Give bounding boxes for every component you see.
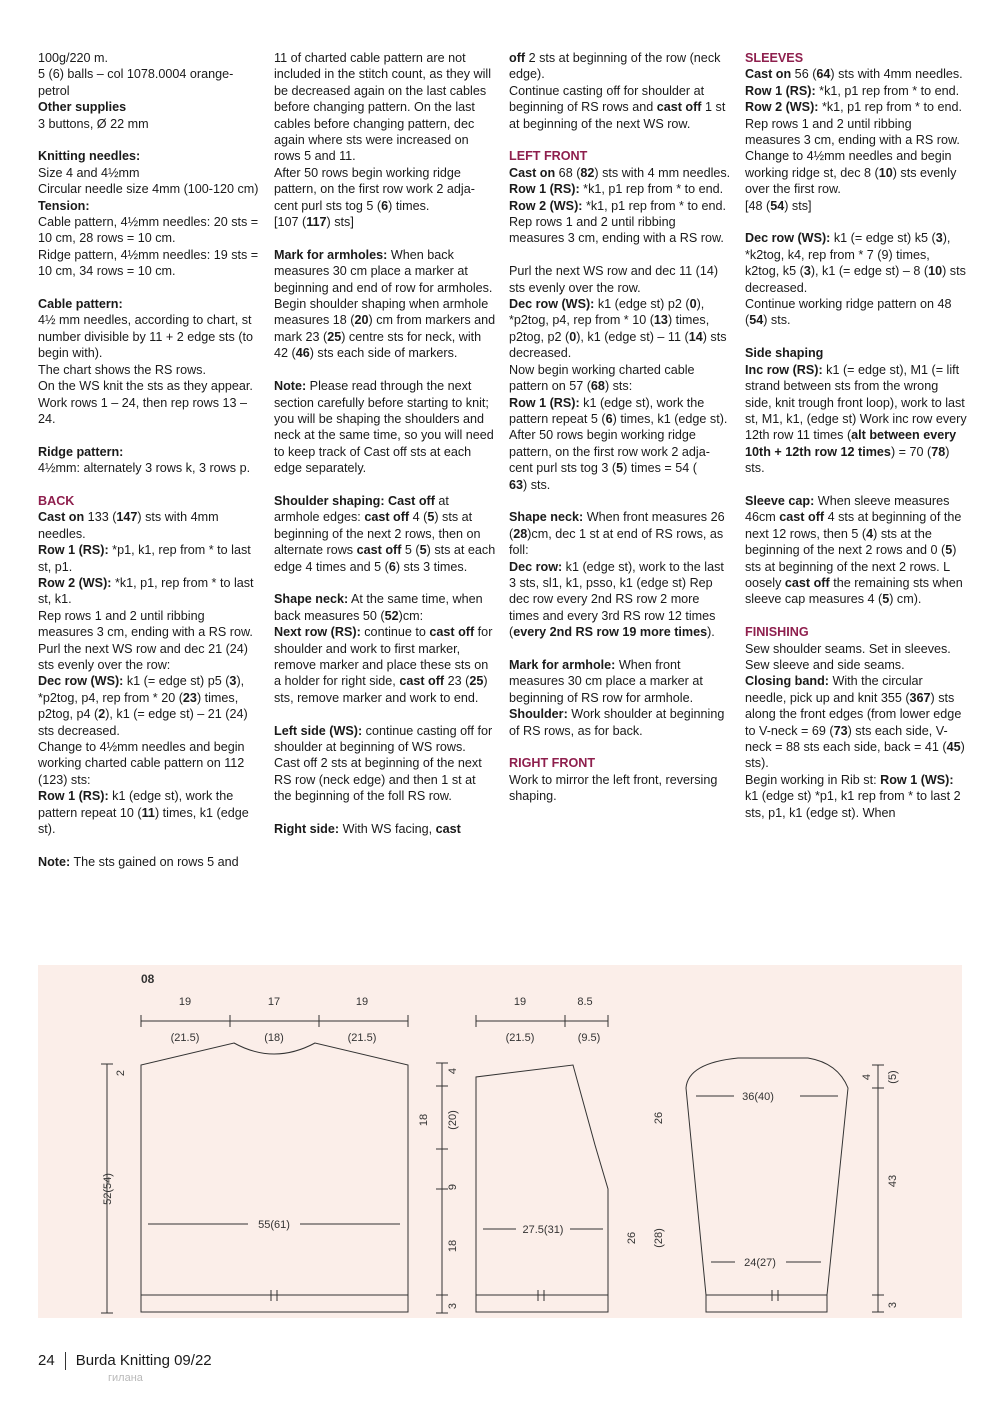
text-run: ) times, p2tog, p2 ( [509,313,710,344]
text-run: 1 st at beginning of the next WS row. [509,100,726,131]
text-run: *k1, p1 rep from * to end. [818,100,962,115]
text-run: *k1, p1 rep from * to end. [582,198,726,213]
text-run: continue to [360,625,430,640]
text-run: Row 1 (RS): [745,83,816,98]
text-run: k1 (edge st), work to the last 3 sts, sl1, k1, psso, k1 (edge st) Rep dec row every 2nd RS row 2 more times and every 3rd RS row 12 times ( [509,559,724,640]
text-run: 4 ( [409,510,428,525]
text-run: k1 (edge st) p2 ( [594,297,690,312]
back-dim-top-right: 19 [355,996,369,1008]
paragraph [509,50,731,132]
text-run: 54 [749,313,764,328]
text-run: 5 [945,543,953,558]
footer-divider [65,1352,66,1370]
text-run: [48 ( [745,198,771,213]
sleeve-dim-cap: 4 [861,1073,873,1081]
text-run: The sts gained on rows 5 and [70,854,239,869]
front-dim-width: 27.5(31) [522,1224,564,1236]
back-schematic [101,1015,408,1313]
back-dim-width: 55(61) [258,1219,290,1231]
text-run: Row 1 (RS): [509,395,580,410]
front-dim-rib: 3 [447,1302,459,1310]
section-heading: LEFT FRONT [509,149,588,164]
text-run: ), k1 (= edge st) – 8 ( [810,264,929,279]
text-run: 5 [616,461,624,476]
text-run: Cast on [38,510,85,525]
text-run: Tension: [38,198,90,213]
text-run: ). [707,625,715,640]
text-run: cast off [779,510,825,525]
paragraph [274,247,496,362]
text-run: 5 [427,510,435,525]
text-run: *k1, p1, rep from * to last st, k1. [38,575,254,607]
paragraph [509,148,731,246]
text-run: 25 [469,674,484,689]
text-run: 20 [354,313,369,328]
paragraph [509,263,731,493]
text-run: 0 [569,329,577,344]
text-run: When front measures 30 cm place a marker at beginning of RS row for armhole. [509,657,703,705]
text-run: 13 [653,313,668,328]
text-run: ) sts each side, V-neck = 88 sts each side, back = 41 ( [745,723,948,754]
text-run: cast [435,822,461,836]
paragraph [38,493,260,838]
front-dim-top-neck: 8.5 [577,996,593,1008]
text-run: 82 [580,165,595,180]
text-run: 147 [116,510,138,525]
text-run: 6 [388,559,396,574]
text-run: 54 [770,198,785,213]
text-run: Closing band: [745,674,829,689]
back-dim-top-right-alt: (21.5) [347,1032,377,1044]
section-heading: RIGHT FRONT [509,756,596,771]
text-run: 2 sts at beginning of the row (neck edge). [509,51,721,82]
text-run: 45 [946,740,961,754]
text-run: Sew shoulder seams. Set in sleeves. Sew sleeve and side seams. [745,641,951,672]
text-run: Mark for armholes: [274,247,388,262]
text-run: 46 [295,346,310,361]
sleeve-schematic [686,1058,884,1312]
text-run: 3 buttons, Ø 22 mm [38,116,149,131]
text-run: cast off [429,625,475,640]
text-column-1 [38,50,260,887]
footer-subtext: гилана [108,1372,143,1384]
text-run: 117 [306,215,327,230]
front-dim-shoulder-drop: 4 [447,1067,459,1075]
text-run: Row 1 (RS): [38,789,109,804]
text-run: at armhole edges: [274,493,449,525]
front-dim-armhole: 18 [418,1113,430,1127]
paragraph [274,723,496,805]
text-run: ) sts] [326,215,354,230]
text-run: every 2nd RS row 19 more times [513,625,708,640]
text-run: ), *k2tog, k4, rep from * 7 (9) times, k2tog, k5 ( [745,231,951,279]
text-run: Knitting needles: [38,149,141,164]
text-run: The chart shows the RS rows. [38,362,206,377]
text-run: 5 [882,592,890,607]
paragraph [745,624,967,821]
back-dim-top-neck-alt: (18) [264,1032,284,1044]
text-run: k1 (edge st), work the pattern repeat 5 ( [509,395,705,426]
text-run: With the circular needle, pick up and knit 355 ( [745,674,923,705]
text-run: Ridge pattern: [38,444,124,459]
text-run: k1 (= edge st) p5 ( [123,674,230,689]
text-run: When back measures 30 cm place a marker at beginning and end of row for armholes. Begin shoulder shaping when armhole measures 18 ( [274,247,493,328]
text-run: ) times = 54 ( [623,461,697,476]
text-run: Dec row (WS): [745,231,831,246]
text-run: alt between every 10th + 12th row 12 times [745,428,957,459]
text-run: ), *p2tog, p4, rep from * 20 ( [38,674,245,705]
text-run: ) = 70 ( [890,444,932,459]
text-run: Continue working ridge pattern on 48 ( [745,297,952,328]
text-run: ) sts with 4mm needles. [38,510,219,541]
text-run: 5 [419,543,427,558]
text-run: 367 [909,690,931,705]
text-run: k1 (= edge st) k5 ( [830,231,936,246]
text-run: Work rows 1 – 24, then rep rows 13 – 24. [38,395,248,426]
text-run: ) sts at each edge 4 times and 5 ( [274,543,496,574]
text-run: 133 ( [84,510,117,525]
text-run: k1 (edge st), work the pattern repeat 10 ( [38,789,234,820]
paragraph [509,755,731,804]
text-run: 14 [688,329,703,344]
text-run: ) cm from markers and mark 23 ( [274,313,496,344]
text-run: 4 [866,526,874,541]
front-schematic [436,1015,608,1313]
text-run: Begin working in Rib st: [745,772,881,787]
front-dim-top-shoulder: 19 [513,996,527,1008]
text-run: Row 2 (WS): [509,198,583,213]
back-dim-top-left: 19 [178,996,192,1008]
text-run: Row 1 (RS): [38,543,109,558]
issue-number: 09/22 [174,1352,212,1369]
text-run: 25 [327,329,342,344]
text-run: Inc row (RS): [745,362,823,377]
text-run: ) sts. [763,313,791,328]
text-run: Work shoulder at beginning of RS rows, as for back. [509,707,725,738]
paragraph [509,657,731,739]
text-run: Row 2 (WS): [38,575,112,590]
text-run: Cable pattern, 4½mm needles: 20 sts = 10 cm, 28 rows = 10 cm. [38,215,259,246]
text-run: ) sts at beginning of the next 2 rows. L [745,543,957,574]
text-run: Side shaping [745,346,824,361]
text-run: After 50 rows begin working ridge pattern, on the first row work 2 adja-cent purl sts tog 5 ( [274,165,475,213]
text-run: Cast off 2 sts at beginning of the next RS row (neck edge) and then 1 st at the beginning of the foll RS row. [274,756,482,804]
paragraph [38,148,260,279]
paragraph [745,345,967,476]
text-run: 23 [182,690,197,705]
text-run: When sleeve measures 46cm [745,493,950,525]
text-run: ) sts with 4 mm needles. [594,165,731,180]
text-run: Continue casting off for shoulder at beginning of RS rows and [509,83,705,115]
text-run: cast off [784,575,830,590]
text-column-4 [745,50,967,837]
text-run: Dec row (WS): [38,674,124,689]
text-run: 56 ( [791,67,817,82]
text-run: Purl the next WS row and dec 11 (14) sts evenly over the row. [509,264,719,295]
paragraph [745,50,967,214]
text-run: 10 [878,165,893,180]
text-run: ) times, p2tog, p4 ( [38,690,239,722]
text-run: Shape neck: [274,592,349,607]
text-run: for shoulder and work to first marker, remove marker and place these sts on a holder for right side, [274,625,493,689]
text-run: 100g/220 m. [38,51,109,65]
text-run: 23 ( [444,674,470,689]
text-run: 2 [98,707,106,722]
text-run: *k1, p1 rep from * to end. [815,83,960,98]
text-run: Right side: [274,822,340,836]
paragraph [745,230,967,328]
front-dim-neck-start: 26 [626,1231,638,1245]
text-run: At the same time, when back measures 50 ( [274,592,483,623]
text-run: 11 of charted cable pattern are not included in the stitch count, as they will be decreased again on the last cables before changing pattern. On the last cables before changing pattern, dec again where sts were increased on rows 5 and 11. [274,51,492,164]
text-run: On the WS knit the sts as they appear. [38,379,253,394]
text-run: Rep rows 1 and 2 until ribbing measures 3 cm, ending with a RS row. [38,608,253,640]
text-run: Purl the next WS row and dec 21 (24) sts evenly over the row: [38,641,248,672]
text-run: off [509,51,526,65]
text-run: 5 ( [401,543,420,558]
back-dim-top-neck: 17 [267,996,281,1008]
text-run: Dec row: [509,559,563,574]
text-run: Work to mirror the left front, reversing shaping. [509,772,718,804]
text-column-3 [509,50,731,821]
text-run: cast off [656,100,702,115]
text-column-2 [274,50,496,854]
text-run: Shoulder shaping: Cast off [274,493,435,508]
text-run: *p1, k1, rep from * to last st, p1. [38,543,251,574]
text-run: With WS facing, [339,822,436,836]
text-run: ) times, k1 (edge st). [612,411,728,426]
text-run: 3 [803,264,811,279]
text-run: ) sts with 4mm needles. [830,67,963,82]
text-run: )cm, dec 1 st at end of RS rows, as foll: [509,526,724,558]
front-dim-lower: 18 [447,1239,459,1253]
text-run: ) times. [388,198,430,213]
text-run: 28 [513,526,528,541]
front-dim-armhole-alt: (20) [447,1110,459,1130]
text-run: Change to 4½mm needles and begin working charted cable pattern on 112 (123) sts: [38,740,245,787]
text-run: Other supplies [38,100,127,115]
paragraph [274,493,496,575]
text-run: cast off [356,543,402,558]
text-run: Next row (RS): [274,625,361,640]
text-run: ), k1 (= edge st) – 21 (24) sts decreased. [38,707,248,738]
paragraph [38,854,260,870]
text-run: ) sts. [523,477,551,492]
text-run: ) sts] [784,198,812,213]
text-run: k1 (= edge st), M1 (= lift strand between sts from the wrong side, knit trough front loop), work to last st, M1, k1, (edge st) Work inc row every 12th row 11 times ( [745,362,967,443]
text-run: 4½ mm needles, according to chart, st number divisible by 11 + 2 edge sts (to begin with). [38,313,254,361]
text-run: Note: [38,854,71,869]
text-run: Rep rows 1 and 2 until ribbing measures 3 cm, ending with a RS row. [745,116,960,148]
paragraph [274,50,496,230]
paragraph [38,444,260,477]
text-run: ) sts at beginning of the next 2 rows, then on alternate rows [274,510,481,558]
text-run: Mark for armhole: [509,657,616,672]
paragraph [274,821,496,837]
text-run: When front measures 26 ( [509,510,725,541]
front-dim-top-shoulder-alt: (21.5) [505,1032,535,1044]
text-run: ) sts at the beginning of the next 2 rows and 0 ( [745,526,946,558]
text-run: ) sts decreased. [509,329,727,361]
text-run: ) sts, remove marker and work to end. [274,674,488,705]
paragraph [38,50,260,132]
paragraph [274,378,496,476]
text-run: Cable pattern: [38,297,123,312]
section-heading: BACK [38,493,75,508]
text-run: 10 [928,264,943,279]
text-run: Change to 4½mm needles and begin working ridge st, dec 8 ( [745,149,952,180]
text-run: the remaining sts when sleeve cap measures 4 ( [745,575,963,607]
text-run: 4 sts at beginning of the next 12 rows, then 5 ( [745,510,962,541]
text-run: oosely [745,575,785,590]
text-run: Row 1 (RS): [509,182,580,197]
sleeve-dim-cap-alt: (5) [887,1070,899,1084]
text-run: Now begin working charted cable pattern on 57 ( [509,362,695,394]
text-run: 6 [605,411,613,426]
paragraph [274,591,496,706]
text-run: 78 [931,444,946,459]
section-heading: FINISHING [745,625,809,640]
text-run: ) sts decreased. [745,264,966,295]
paragraph [38,296,260,427]
text-run: Cast on [509,165,556,180]
text-run: Shape neck: [509,510,584,525]
text-run: [107 ( [274,215,307,230]
text-run: 64 [816,67,831,82]
text-run: cast off [399,674,445,689]
text-run: Shoulder: [509,707,568,722]
text-run: Please read through the next section carefully before starting to knit; you will be shaping the shoulders and neck at the same time, so you will need to keep track of Cast off sts at each edge separately. [274,379,494,476]
text-run: k1 (edge st) *p1, k1 rep from * to last 2 sts, p1, k1 (edge st). When [745,789,961,820]
text-run: 63 [509,477,524,492]
text-run: ) centre sts for neck, with 42 ( [274,329,482,361]
text-run: ) sts 3 times. [395,559,468,574]
text-run: *k1, p1 rep from * to end. [579,182,724,197]
text-run: 68 [590,379,605,394]
paragraph [509,509,731,640]
sleeve-dim-top: 36(40) [742,1091,774,1103]
text-run: ) sts). [745,740,965,771]
text-run: Left side (WS): [274,723,363,738]
back-dim-length: 52(54) [102,1173,114,1205]
text-run: 3 [935,231,943,246]
text-run: cast off [364,510,410,525]
front-dim-top-neck-alt: (9.5) [577,1032,601,1044]
text-run: ) sts evenly over the first row. [745,165,957,197]
front-dim-neck-section: 9 [447,1183,459,1191]
text-run: ) sts along the front edges (from lower edge to V-neck = 69 ( [745,690,962,738]
front-dim-neck-start-alt: (28) [653,1228,665,1248]
text-run: Rep rows 1 and 2 until ribbing measures 3 cm, ending with a RS row. [509,215,724,246]
section-heading: SLEEVES [745,51,804,65]
text-run: Circular needle size 4mm (100-120 cm) [38,182,259,197]
text-run: Row 1 (WS): [880,772,954,787]
page-number: 24 [38,1352,55,1369]
text-run: 6 [381,198,389,213]
text-run: ), *p2tog, p4, rep from * 10 ( [509,297,705,328]
text-run: 4½mm: alternately 3 rows k, 3 rows p. [38,461,251,476]
text-run: Sleeve cap: [745,493,815,508]
sleeve-dim-length: 43 [887,1174,899,1188]
text-run: 0 [689,297,697,312]
back-dim-shoulder: 2 [115,1069,127,1077]
text-run: 73 [833,723,848,738]
back-dim-top-left-alt: (21.5) [170,1032,200,1044]
text-run: 11 [141,805,155,820]
text-run: Cast on [745,67,792,82]
schematic-label: 08 [141,972,155,986]
text-run: ) sts. [745,444,950,476]
publication-name: Burda Knitting [75,1352,170,1369]
text-run: continue casting off for shoulder at beginning of WS rows. [274,723,493,754]
text-run: )cm: [398,608,424,623]
text-run: Note: [274,379,307,394]
schematic-panel [38,965,962,1318]
text-run: ) times, k1 (edge st). [38,805,249,837]
text-run: ), k1 (edge st) – 11 ( [576,329,689,344]
paragraph [745,493,967,608]
sleeve-dim-rib: 3 [887,1301,899,1309]
text-run: Size 4 and 4½mm [38,165,140,180]
text-run: ) sts each side of markers. [309,346,458,361]
text-run: 3 [229,674,237,689]
text-run: 68 ( [555,165,581,180]
text-run: ) sts: [604,379,633,394]
sleeve-dim-cuff: 24(27) [744,1257,776,1269]
text-run: After 50 rows begin working ridge pattern, on the first row work 2 adja-cent purl sts tog 3 ( [509,428,710,476]
text-run: Ridge pattern, 4½mm needles: 19 sts = 10 cm, 34 rows = 10 cm. [38,247,259,279]
page-footer [38,1352,212,1384]
text-run: Dec row (WS): [509,297,595,312]
text-run: Row 2 (WS): [745,100,819,115]
sleeve-dim-cap-height: 26 [653,1111,665,1125]
text-run: 52 [384,608,399,623]
text-run: 5 (6) balls – col 1078.0004 orange-petrol [38,67,234,98]
text-run: ) cm). [889,592,922,607]
